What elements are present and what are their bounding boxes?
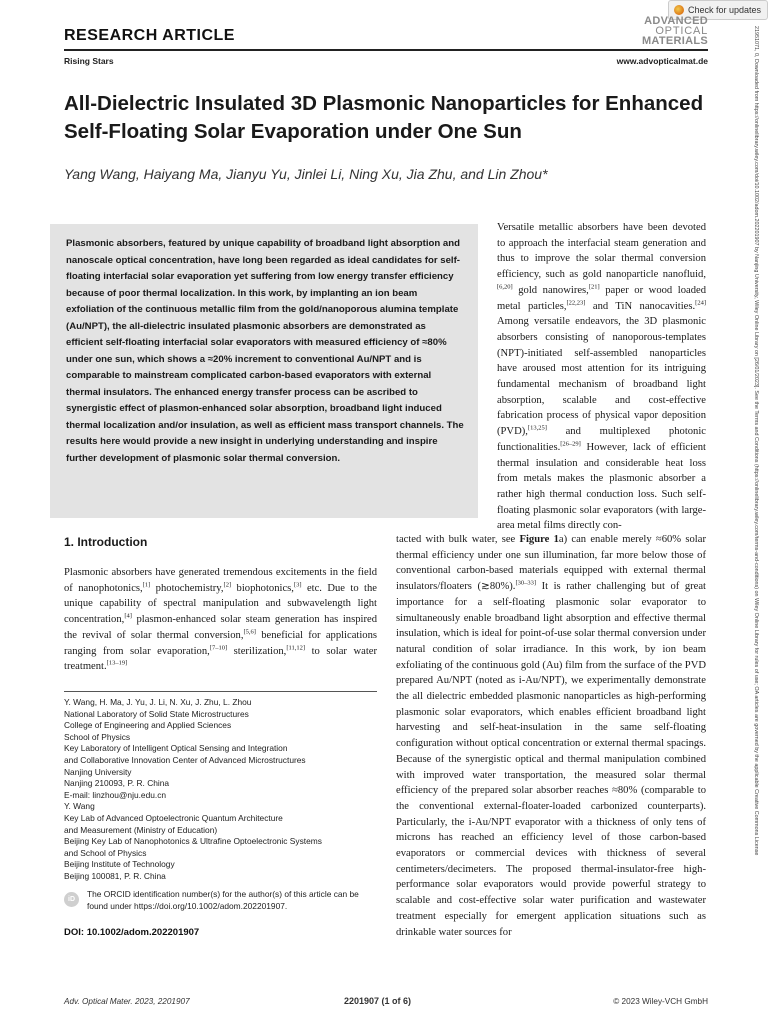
body-text: etc. Due to the unique capability of spectral manipulation and subwavelength light concentration, (64, 582, 377, 626)
article-type: RESEARCH ARTICLE (64, 27, 235, 44)
affiliation-line: Beijing Key Lab of Nanophotonics & Ultrafine Optoelectronic Systems (64, 836, 322, 847)
body-text: Among versatile endeavors, the 3D plasmonic absorbers consisting of nanoporous-templates (NPT)-initiated self-assembled nanoparticles have aroused most attention for its intriguing fundamental mechanism of broadband light absorption, scalable and cost-effective fabrication process of physical vapor deposition (PVD), (497, 316, 706, 438)
body-text: a) can enable merely ≈60% solar thermal efficiency under one sun illumination, far more below those of conventional carbon-based materials equipped with external thermal insulators/floaters (≳80%). (396, 534, 706, 593)
footer-copyright: © 2023 Wiley-VCH GmbH (613, 997, 708, 1006)
citation-link[interactable]: [1] (142, 581, 151, 589)
affiliation-line: Key Lab of Advanced Optoelectronic Quantum Architecture (64, 812, 283, 823)
body-text: sterilization, (227, 645, 287, 657)
affiliation-line: Y. Wang, H. Ma, J. Yu, J. Li, N. Xu, J. Zhu, L. Zhou (64, 697, 252, 707)
affiliation-line: School of Physics (64, 731, 131, 742)
affiliation-line: College of Engineering and Applied Sciences (64, 720, 232, 731)
article-title: All-Dielectric Insulated 3D Plasmonic Nanoparticles for Enhanced Self-Floating Solar Evaporation under One Sun (64, 92, 704, 143)
email-link[interactable]: E-mail: linzhou@nju.edu.cn (64, 789, 167, 800)
affiliation-line: Beijing Institute of Technology (64, 859, 175, 870)
body-text: plasmon-enhanced solar steam generation has inspired the revival of solar thermal conversion, (64, 614, 377, 641)
body-text: paper or wood loaded metal particles, (497, 284, 706, 312)
footer-page-number: 2201907 (1 of 6) (344, 996, 412, 1006)
orcid-text[interactable]: The ORCID identification number(s) for the author(s) of this article can be found under https://doi.org/10.1002/adom.202201907. (87, 889, 359, 911)
citation-link[interactable]: [21] (588, 283, 600, 291)
crossmark-icon (674, 5, 684, 15)
citation-link[interactable]: [26–29] (560, 440, 581, 448)
orcid-note (64, 889, 377, 912)
abstract-box (50, 224, 478, 518)
footer-journal: Adv. Optical Mater. 2023, 2201907 (64, 997, 190, 1006)
logo-line-1: ADVANCED (644, 15, 708, 27)
affiliation-line: and School of Physics (64, 847, 147, 858)
affiliation-line: Nanjing 210093, P. R. China (64, 778, 170, 789)
affiliation-line: National Laboratory of Solid State Microstructures (64, 708, 249, 719)
doi-label[interactable]: DOI: 10.1002/adom.202201907 (64, 927, 200, 938)
journal-url[interactable]: www.advopticalmat.de (616, 56, 708, 66)
body-text: to solar water treatment. (64, 645, 377, 673)
body-text: and multiplexed photonic functionalities. (497, 426, 706, 453)
citation-link[interactable]: [22,23] (566, 298, 586, 306)
logo-line-2: OPTICAL (655, 25, 708, 37)
body-text: gold nanowires, (512, 284, 589, 296)
body-text: However, lack of efficient thermal insulation and considerable heat loss from metals makes the plasmonic absorber a rather high thermal conduction loss. Such self-floating plasmonic solar evaporators (with large-area metal films directly con- (497, 441, 706, 532)
header-divider (64, 49, 708, 51)
body-text: beneficial for applications ranging from solar evaporation, (64, 629, 378, 657)
affiliation-line: Beijing 100081, P. R. China (64, 870, 166, 881)
body-column-right-lower (396, 532, 706, 940)
citation-link[interactable]: [5,6] (243, 628, 256, 636)
body-text: It is rather challenging but of great importance for a self-floating plasmonic solar evaporator to simultaneously enable broadband light absorption and effective thermal insulation, which is ideal for point-of-use solar thermal conversion under natural condition of solar irradiance. In this work, by ion beam exfoliating of the continuous gold (Au) film from the surface of the PVD prepared Au/NPT (noted as i-Au/NPT), we experimentally demonstrate the all dielectric embedded plasmonic nanoparticles as high-performing plasmonic solar evaporators, which enables efficient broadband light harvesting and self-heat-insulation in the same self-floating configuration without optical concentration or external thermal spacings. Because of the synergistic optical and thermal manipulation combined with improved water transportation, the measured solar thermal efficiency of the prepared solar absorber reaches ≈80% (comparable to the conventional external-floater-loaded carbonized counterparts). Particularly, the i-Au/NPT evaporator with a thickness of only tens of microns has reached an efficiency level of those carbon-based evaporators or commercial devices with thickness of several centimeters/decimeters. The proposed thermal-insulator-free high-performance solar evaporators would provide powerful strategy to scalable and cost-effective solar water purification and wastewater treatment especially for emergent application situations such as drinkable water sources for (396, 581, 706, 938)
body-text: Plasmonic absorbers have generated tremendous excitements in the field of nanophotonics, (64, 567, 377, 594)
affiliation-line: Y. Wang (64, 801, 95, 812)
body-text: biophotonics, (231, 582, 294, 594)
check-for-updates-label: Check for updates (688, 5, 762, 15)
affiliation-line: and Measurement (Ministry of Education) (64, 824, 218, 835)
body-column-right-upper (497, 220, 706, 534)
body-text: photochemistry, (150, 582, 224, 594)
citation-link[interactable]: [6,20] (497, 283, 513, 291)
logo-line-3: MATERIALS (641, 35, 708, 47)
figure-link[interactable]: Figure 1 (519, 534, 559, 545)
affiliation-divider (64, 691, 377, 692)
citation-link[interactable]: [4] (124, 612, 132, 620)
citation-link[interactable]: [13–19] (106, 659, 128, 667)
citation-link[interactable]: [30–33] (515, 579, 537, 587)
citation-link[interactable]: [13,25] (527, 424, 547, 432)
section-heading: 1. Introduction (64, 535, 148, 549)
affiliations (64, 697, 377, 883)
introduction-paragraph (64, 565, 377, 675)
download-notice (749, 26, 761, 1006)
affiliation-line: Nanjing University (64, 766, 132, 777)
body-text: Versatile metallic absorbers have been devoted to approach the interfacial steam generation and thus to improve the solar thermal conversion efficiency, such as gold nanoparticle nanofluid, (497, 222, 706, 281)
citation-link[interactable]: [24] (695, 298, 706, 306)
citation-link[interactable]: [2] (223, 581, 232, 589)
affiliation-line: Key Laboratory of Intelligent Optical Sensing and Integration (64, 743, 288, 754)
citation-link[interactable]: [11,12] (286, 643, 306, 651)
orcid-icon: iD (64, 892, 79, 907)
citation-link[interactable]: [7–10] (209, 643, 228, 651)
journal-logo (642, 16, 708, 46)
author-list: Yang Wang, Haiyang Ma, Jianyu Yu, Jinlei Li, Ning Xu, Jia Zhu, and Lin Zhou* (64, 166, 548, 182)
affiliation-line: and Collaborative Innovation Center of Advanced Microstructures (64, 754, 306, 765)
body-text: tacted with bulk water, see (396, 534, 520, 545)
citation-link[interactable]: [3] (293, 581, 302, 589)
abstract-text: Plasmonic absorbers, featured by unique capability of broadband light absorption and nanoscale optical concentration, have long been regarded as ideal candidates for self-floating interfacial solar evaporation yet suffering from low energy transfer efficiency because of poor thermal localization. In this work, by implanting an ion beam exfoliation of the continuous metallic film from the gold/nanoporous alumina template (Au/NPT), the all-dielectric insulated plasmonic absorbers are demonstrated as efficient self-floating interfacial solar evaporators with measured efficiency of ≈80% under one sun, which shows a ≈20% increment to conventional Au/NPT and is comparable to mainstream complicated carbon-based evaporators with external thermal insulators. The enhanced energy transfer process can be ascribed to synergistic effect of plasmon-enhanced solar absorption, broadband light induced thermal localization and/or insulation, as well as efficient mass transport channels. The results here would provide a new insight in underlying understanding and inspire further development of plasmonic solar thermal conversion. (66, 238, 464, 464)
body-text: and TiN nanocavities. (585, 300, 696, 312)
section-label: Rising Stars (64, 56, 114, 66)
download-notice-text: 21951071, 0, Downloaded from https://onlinelibrary.wiley.com/doi/10.1002/adom.202201907 by Nanjing University, Wiley Online Library on [26/01/2023]. See the Terms and Conditions (https://onlinelibrary.wiley.com/terms-and-conditions) on Wiley Online Library for rules of use; OA articles are governed by the applicable Creative Commons License (753, 26, 759, 856)
